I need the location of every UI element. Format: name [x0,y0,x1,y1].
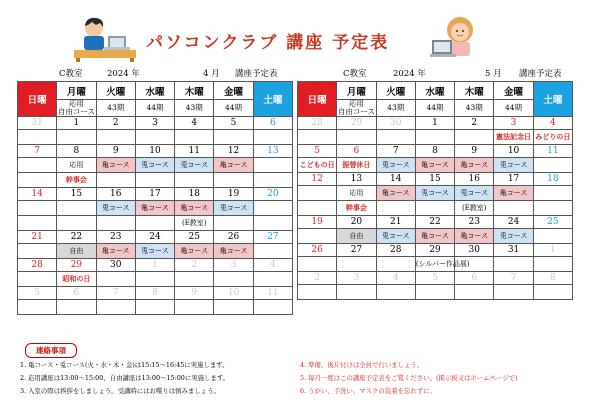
day-note: 幹事会 [337,201,376,216]
day-note: 兎コース [175,158,214,173]
day-note [253,201,292,216]
day-note [175,130,214,145]
may-month: 5 月 [485,69,502,79]
day-note [376,201,415,216]
day-number: 6 [455,272,494,285]
day-note: 亀コース [214,244,253,259]
day-number: 5 [214,117,253,130]
period-cell: 43期 [175,100,214,117]
period-cell: 43期 [455,100,494,117]
day-note [253,158,292,173]
day-number: 15 [57,188,96,201]
day-note [135,272,174,287]
april-month: 4 月 [203,69,220,79]
day-note [175,300,214,315]
day-note [415,285,454,300]
day-number: 13 [253,145,292,158]
day-number: 21 [376,216,415,229]
day-note [135,300,174,315]
day-number: 30 [455,244,494,257]
day-note [96,130,135,145]
day-note: 亀コース [494,186,533,201]
day-note [135,216,174,231]
day-number: 31 [18,117,57,130]
day-number: 20 [253,188,292,201]
day-note [57,216,96,231]
day-note [298,201,337,216]
day-number: 2 [298,272,337,285]
day-number: 4 [376,272,415,285]
day-note: 亀コース [135,201,174,216]
day-note [253,173,292,188]
day-number: 2 [455,117,494,130]
day-note [135,173,174,188]
day-number: 6 [253,117,292,130]
weekday-header: 月曜 [57,82,96,100]
day-note [298,257,337,272]
day-note [18,300,57,315]
day-number: 5 [18,287,57,300]
day-note: 亀コース [214,158,253,173]
day-note: 亀コース [455,229,494,244]
day-note [415,130,454,145]
weekday-header: 金曜 [494,82,533,100]
note-item: 3. 入室の際は挨拶をしましょう。受講時にはお喋りは慎みましょう。 [20,387,220,395]
day-number: 1 [57,117,96,130]
day-note: 兎コース [415,186,454,201]
day-note: 亀コース [175,201,214,216]
day-note [298,285,337,300]
april-label: 講座予定表 [235,69,278,79]
day-number: 16 [455,173,494,186]
day-number: 4 [533,117,572,130]
day-note: (E教室) [455,201,494,216]
day-note [253,216,292,231]
day-number: 8 [135,287,174,300]
day-note: 振替休日 [337,158,376,173]
day-note [494,285,533,300]
day-number: 26 [298,244,337,257]
day-number: 9 [455,145,494,158]
april-room: C教室 [59,69,83,79]
day-number: 1 [415,117,454,130]
day-note: 兎コース [494,229,533,244]
day-number: 2 [96,117,135,130]
day-note [18,244,57,259]
day-note: 亀コース [96,158,135,173]
day-number: 18 [533,173,572,186]
day-number: 27 [253,231,292,244]
day-note [253,130,292,145]
day-note [298,229,337,244]
day-number: 29 [57,259,96,272]
day-note [96,272,135,287]
weekday-header: 水曜 [415,82,454,100]
notes-title: 連絡事項 [25,343,77,358]
day-note [18,272,57,287]
day-note: 応用 [57,158,96,173]
day-note [298,186,337,201]
day-number: 8 [415,145,454,158]
day-note: 兎コース [376,158,415,173]
weekday-header: 土曜 [253,82,292,117]
day-note: 自由 [337,229,376,244]
note-item: 2. 応用講座は13:00～15:00、自由講座は13:00～15:00に実施します。 [20,374,230,382]
day-note [253,272,292,287]
day-note [337,257,376,272]
day-note [337,285,376,300]
weekday-header: 日曜 [298,82,337,117]
day-note [18,216,57,231]
day-note: 兎コース [96,201,135,216]
day-number: 22 [415,216,454,229]
weekday-header: 土曜 [533,82,572,117]
woman-laptop-illustration [430,14,482,62]
day-number: 4 [175,117,214,130]
day-note [135,130,174,145]
day-number: 9 [175,287,214,300]
day-number: 5 [298,145,337,158]
day-number: 6 [337,145,376,158]
may-label: 講座予定表 [519,69,562,79]
period-cell: 応用 自由コース [57,99,95,116]
day-note: 応用 [337,186,376,201]
day-note [253,244,292,259]
day-number: 7 [494,272,533,285]
day-number: 28 [376,244,415,257]
day-note: (シルバー作品展) [415,257,454,272]
day-number: 3 [214,259,253,272]
april-calendar-grid [17,81,293,315]
day-note: 亀コース [376,186,415,201]
period-cell: 44期 [135,100,174,117]
day-number: 30 [376,117,415,130]
day-number: 26 [214,231,253,244]
day-note [376,257,415,272]
april-year: 2024 年 [107,69,140,79]
day-number: 1 [533,244,572,257]
day-number: 17 [494,173,533,186]
weekday-header: 木曜 [455,82,494,100]
day-note [214,216,253,231]
day-note [455,285,494,300]
period-cell: 44期 [214,100,253,117]
day-note: 自由 [57,244,96,259]
day-note [337,130,376,145]
day-number: 20 [337,216,376,229]
day-note [494,257,533,272]
day-number: 28 [298,117,337,130]
weekday-header: 火曜 [96,82,135,100]
day-note: 昭和の日 [57,272,96,287]
day-note: こどもの日 [298,158,337,173]
day-number: 7 [18,145,57,158]
day-number: 19 [214,188,253,201]
day-number: 2 [175,259,214,272]
day-number: 22 [57,231,96,244]
day-number: 29 [415,244,454,257]
day-number: 27 [337,244,376,257]
day-number: 4 [253,259,292,272]
day-note [18,173,57,188]
weekday-header: 日曜 [18,82,57,117]
day-number: 15 [415,173,454,186]
day-number: 30 [96,259,135,272]
day-note [455,130,494,145]
day-number: 8 [533,272,572,285]
day-note [96,300,135,315]
day-number: 3 [494,117,533,130]
day-note: 兎コース [455,186,494,201]
period-cell: 43期 [376,100,415,117]
day-note [18,130,57,145]
weekday-header: 金曜 [214,82,253,100]
day-number: 6 [57,287,96,300]
day-number: 7 [376,145,415,158]
day-note [57,300,96,315]
day-number: 25 [175,231,214,244]
day-number: 14 [18,188,57,201]
weekday-header: 水曜 [135,82,174,100]
day-note [214,173,253,188]
day-note: 亀コース [415,158,454,173]
day-note: みどりの日 [533,130,572,145]
day-note [376,130,415,145]
day-number: 10 [494,145,533,158]
day-number: 12 [214,145,253,158]
day-number: 24 [494,216,533,229]
day-note [533,257,572,272]
day-number: 3 [135,117,174,130]
day-number: 14 [376,173,415,186]
day-number: 29 [337,117,376,130]
april-calendar-header [17,68,293,81]
day-number: 8 [57,145,96,158]
day-number: 31 [494,244,533,257]
day-note [214,300,253,315]
day-number: 18 [175,188,214,201]
weekday-header: 火曜 [376,82,415,100]
day-note [533,285,572,300]
period-cell: 44期 [494,100,533,117]
day-number: 1 [135,259,174,272]
day-note: 兎コース [135,158,174,173]
day-note: 亀コース [175,244,214,259]
day-number: 16 [96,188,135,201]
note-item: 6. うがい、手洗い、マスクの装着を忘れずに。 [300,387,436,395]
day-number: 11 [175,145,214,158]
may-room: C教室 [343,69,367,79]
note-item: 5. 毎月一度はこの講座予定表をご覧ください。(掲示板又はホームページで) [300,374,518,382]
day-note: 亀コース [415,229,454,244]
day-number: 23 [455,216,494,229]
day-note [18,201,57,216]
note-item: 1. 亀コース・兎コース(火・水・木・金)は15:15～16:45に実施します。 [20,361,229,369]
day-note [376,285,415,300]
boy-computer-illustration [74,14,136,62]
day-note: 憲法記念日 [494,130,533,145]
day-note: 兎コース [214,201,253,216]
day-note [57,130,96,145]
day-note [96,173,135,188]
day-note [175,173,214,188]
day-number: 3 [337,272,376,285]
day-number: 19 [298,216,337,229]
day-note [96,216,135,231]
day-number: 21 [18,231,57,244]
day-number: 25 [533,216,572,229]
day-note: 亀コース [96,244,135,259]
day-number: 12 [298,173,337,186]
day-note [533,186,572,201]
day-note: (E教室) [175,216,214,231]
day-number: 28 [18,259,57,272]
period-cell: 44期 [415,100,454,117]
day-note [533,229,572,244]
may-calendar-header [297,68,573,81]
may-calendar [297,68,573,300]
weekday-header: 木曜 [175,82,214,100]
day-note [18,158,57,173]
day-number: 23 [96,231,135,244]
day-number: 11 [533,145,572,158]
day-note [57,201,96,216]
day-note [494,201,533,216]
period-cell: 応用 自由コース [337,99,375,116]
day-number: 10 [135,145,174,158]
day-number: 9 [96,145,135,158]
note-item: 4. 準備、後片付けは全員で行いましょう。 [300,361,424,369]
day-number: 13 [337,173,376,186]
day-note [214,130,253,145]
day-note: 兎コース [494,158,533,173]
day-note [533,158,572,173]
page-title: パソコンクラブ 講座 予定表 [146,33,390,53]
day-note: 兎コース [135,244,174,259]
day-note [175,272,214,287]
day-note [533,201,572,216]
day-number: 10 [214,287,253,300]
may-calendar-grid [297,81,573,300]
day-note: 亀コース [455,158,494,173]
day-number: 11 [253,287,292,300]
day-number: 24 [135,231,174,244]
day-note [253,300,292,315]
day-note: 幹事会 [57,173,96,188]
period-cell: 43期 [96,100,135,117]
day-note [415,201,454,216]
day-number: 5 [415,272,454,285]
day-note: 兎コース [376,229,415,244]
day-note [298,130,337,145]
day-number: 17 [135,188,174,201]
weekday-header: 月曜 [337,82,376,100]
day-number: 7 [96,287,135,300]
may-year: 2024 年 [393,69,426,79]
day-note [214,272,253,287]
april-calendar [17,68,293,315]
